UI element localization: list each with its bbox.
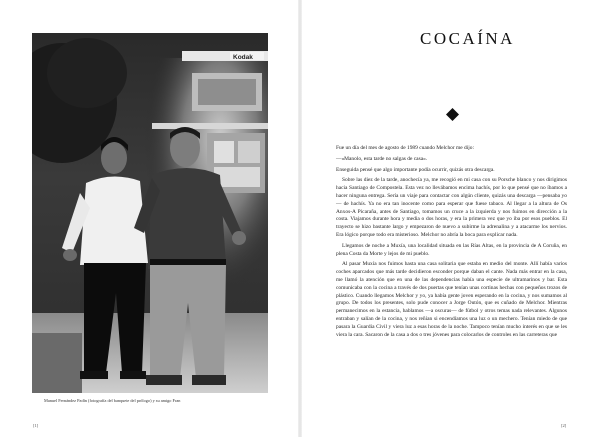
photo-caption: Manuel Fernández Padín (fotografía del banquete del prólogo) y su amigo Fran bbox=[44, 398, 181, 403]
paragraph-4: Sobre las diez de la tarde, anochecía ya, me recogió en mi casa con su Porsche blanco y nos dirigimos hacia Santiago de Compostela. Esta vez no llevábamos encima hachís, por lo que pensé que no íbamos a hacer ninguna entrega. Sería un viaje para contactar con algún cliente, quizás una descarga —pensaba yo— de hachís. Ya no era tan inocente como para esperar que fuese tabaco. Al llegar a la altura de Os Anxos-A Picaraña, antes de Santiago, tomamos un cruce a la izquierda y nos fuimos en dirección a la costa. Viajamos durante hora y media o dos horas, y era la primera vez que yo iba por esos pueblos. El trayecto se hizo bastante largo y empezaron de nuevo a subirme la adrenalina y a atacarme los nervios. Era lógico porque todo era misterioso. Melchor no abría la boca para explicar nada. bbox=[336, 177, 567, 238]
paragraph-2: —«Manolo, esta tarde no salgas de casa». bbox=[336, 155, 428, 162]
photo-sign-text: Kodak bbox=[233, 54, 253, 61]
diamond-ornament-icon bbox=[446, 108, 459, 121]
photo-illustration bbox=[32, 33, 268, 393]
black-and-white-photo bbox=[32, 33, 268, 393]
paragraph-3: Enseguida pensé que algo importante podía ocurrir, quizás otra descarga. bbox=[336, 166, 495, 173]
chapter-title: COCAÍNA bbox=[420, 29, 515, 48]
book-gutter bbox=[298, 0, 302, 437]
chapter-body bbox=[336, 145, 567, 339]
paragraph-5: Llegamos de noche a Muxía, una localidad situada en las Rías Altas, en la provincia de A Coruña, en plena Costa da Morte y lejos de mi pueblo. bbox=[336, 242, 567, 257]
page-number-right: [2] bbox=[561, 423, 567, 428]
paragraph-6: Al pasar Muxía nos fuimos hasta una casa solitaria que estaba en medio del monte. Allí había varios coches aparcados que más tarde decidieron esconder porque daban el cante. Nada más entrar en la casa, me llamó la atención que en una de las dependencias había una especie de ultramarinos y bar. Esta comunicaba con la cocina a través de dos puertas que tenían unas cortinas hechas con pequeños trozos de plástico. Cuando llegamos Melchor y yo, ya había gente joven esperando en la cocina, y nos sumamos al grupo. De todos los presentes, solo pude conocer a Jorge Outón, que es cuñado de Melchor. Mientras permanecimos en la estancia, hablamos —a oscuras— de fútbol y otros temas nada relevantes. Algunos entraban y salían de la cocina, y nos reñían si encendíamos una luz o un mechero. Tenían miedo de que pasara la Guardia Civil y viera luz a esas horas de la noche. Tampoco tenían mucho interés en que se les viera la cara. Sacaron de la casa a dos o tres jóvenes para colocarlos de controles en las carreteras que bbox=[336, 261, 567, 338]
paragraph-1: Fue un día del mes de agosto de 1989 cuando Melchor me dijo: bbox=[336, 145, 475, 151]
page-number-left: [1] bbox=[33, 423, 39, 428]
